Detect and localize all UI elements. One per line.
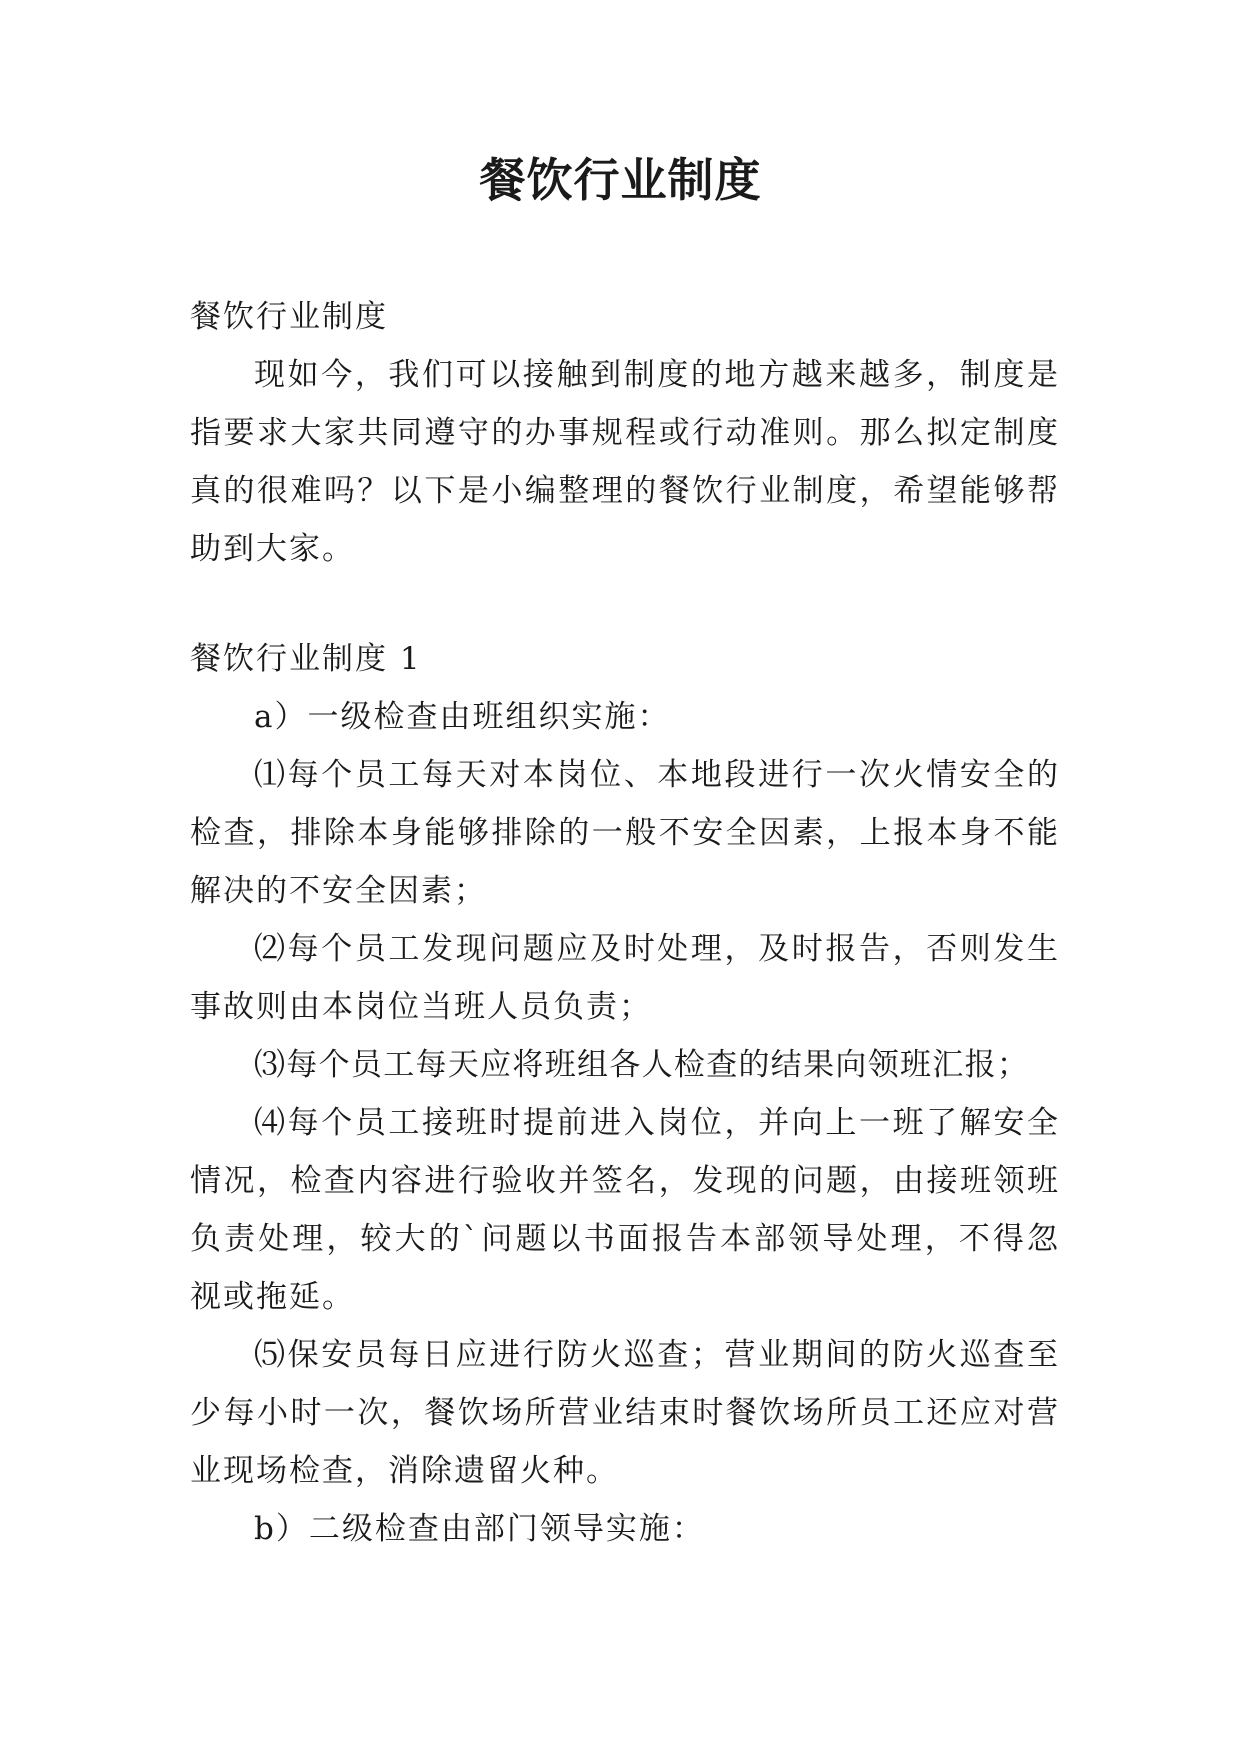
- section-heading: 餐饮行业制度: [190, 299, 388, 335]
- intro-paragraph: 现如今，我们可以接触到制度的地方越来越多，制度是指要求大家共同遵守的办事规程或行动准则。那么拟定制度真的很难吗？以下是小编整理的餐饮行业制度，希望能够帮助到大家。: [190, 357, 1060, 567]
- list-item-5: ⑸保安员每日应进行防火巡查；营业期间的防火巡查至少每小时一次，餐饮场所营业结束时餐饮场所员工还应对营业现场检查，消除遗留火种。: [190, 1337, 1060, 1489]
- list-item-3: ⑶每个员工每天应将班组各人检查的结果向领班汇报；: [254, 1047, 1030, 1083]
- document-title: 餐饮行业制度: [479, 153, 762, 207]
- section-heading-1: 餐饮行业制度 1: [190, 641, 422, 677]
- list-item-1: ⑴每个员工每天对本岗位、本地段进行一次火情安全的检查，排除本身能够排除的一般不安全因素，上报本身不能解决的不安全因素；: [190, 757, 1060, 909]
- list-item-4: ⑷每个员工接班时提前进入岗位，并向上一班了解安全情况，检查内容进行验收并签名，发现的问题，由接班领班负责处理，较大的`问题以书面报告本部领导处理，不得忽视或拖延。: [190, 1105, 1060, 1315]
- list-item-2: ⑵每个员工发现问题应及时处理，及时报告，否则发生事故则由本岗位当班人员负责；: [190, 931, 1060, 1025]
- subsection-a: a）一级检查由班组织实施：: [254, 699, 671, 735]
- spacer: [190, 578, 1060, 630]
- document-body: [190, 288, 1060, 1558]
- subsection-b: b）二级检查由部门领导实施：: [254, 1511, 705, 1547]
